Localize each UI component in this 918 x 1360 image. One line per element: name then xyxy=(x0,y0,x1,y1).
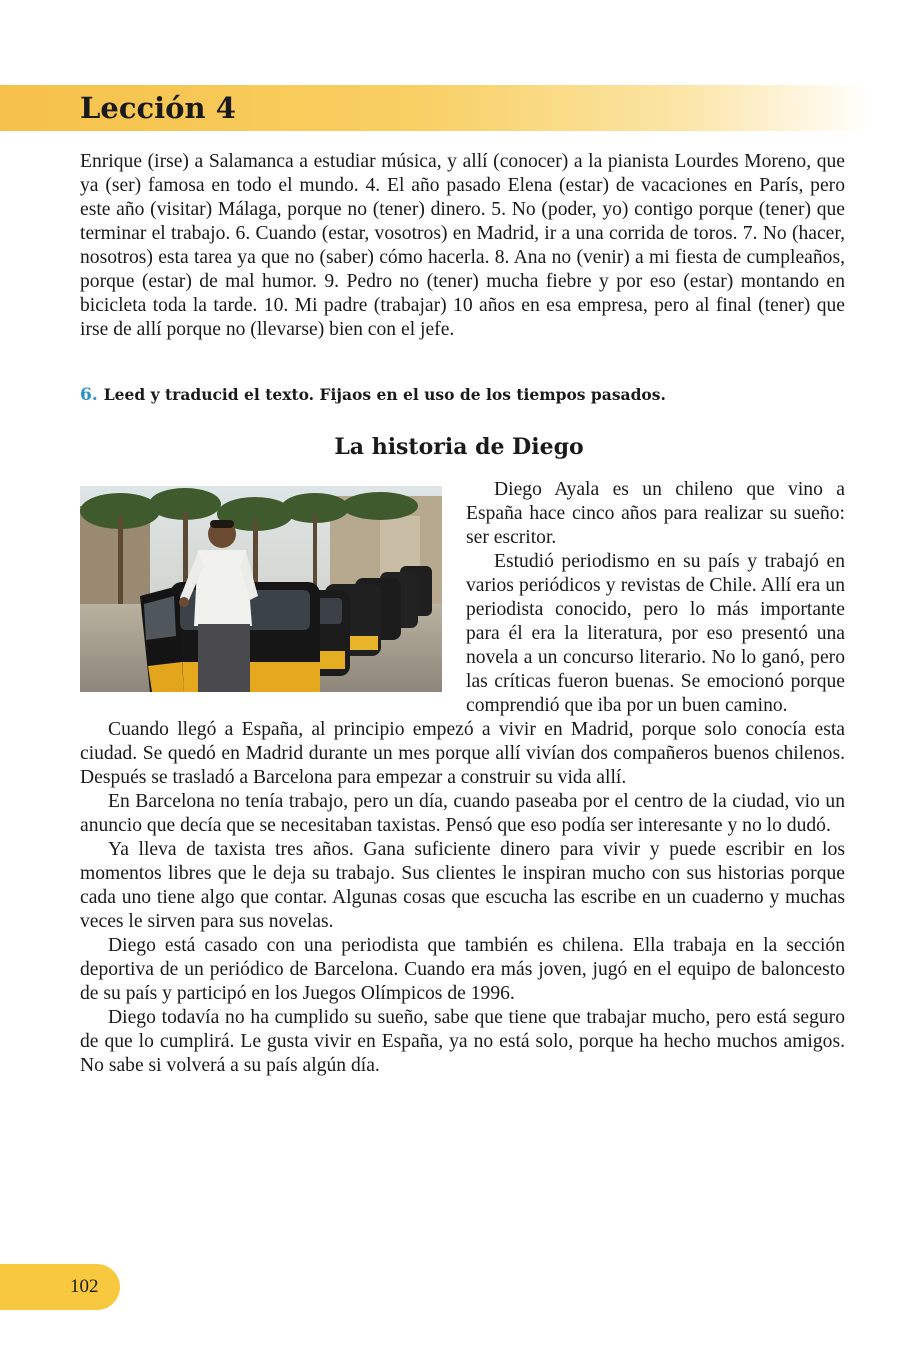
task-number: 6. xyxy=(80,385,98,405)
story-paragraph: Diego todavía no ha cumplido su sueño, sabe que tiene que trabajar mucho, pero está seguro de que lo cumplirá. Le gusta vivir en España, ya no está solo, porque ha hecho muchos amigos. No sabe si volverá a su país algún día. xyxy=(80,1007,845,1076)
task-6 xyxy=(80,384,860,406)
task-instruction: Leed y traducid el texto. Fijaos en el uso de los tiempos pasados. xyxy=(103,385,666,404)
story-body xyxy=(80,478,845,1078)
story-paragraph: Ya lleva de taxista tres años. Gana suficiente dinero para vivir y puede escribir en los momentos libres que le deja su trabajo. Sus clientes le inspiran mucho con sus historias porque cada uno tiene algo que contar. Algunas cosas que escucha las escribe en un cuaderno y muchas veces le sirven para sus novelas. xyxy=(80,839,845,932)
page-number-badge xyxy=(0,1264,120,1310)
page-number: 102 xyxy=(70,1276,99,1297)
story-title: La historia de Diego xyxy=(334,434,584,460)
exercise-continuation-text: Enrique (irse) a Salamanca a estudiar música, y allí (conocer) a la pianista Lourdes Moreno, que ya (ser) famosa en todo el mundo. 4. El año pasado Elena (estar) de vacaciones en París, pero este año (visitar) Málaga, porque no (tener) dinero. 5. No (poder, yo) contigo porque (tener) que terminar el trabajo. 6. Cuando (estar, vosotros) en Madrid, ir a una corrida de toros. 7. No (hacer, nosotros) esta tarea ya que no (saber) cómo hacerla. 8. Ana no (venir) a mi fiesta de cumpleaños, porque (estar) de mal humor. 9. Pedro no (tener) mucha fiebre y por eso (estar) montando en bicicleta toda la tarde. 10. Mi padre (trabajar) 10 años en esa empresa, pero al final (tener) que irse de allí porque no (llevarse) bien con el jefe. xyxy=(80,151,845,340)
story-paragraph: Diego está casado con una periodista que también es chilena. Ella trabaja en la sección deportiva de un periódico de Barcelona. Cuando era más joven, jugó en el equipo de baloncesto de su país y participó en los Juegos Olímpicos de 1996. xyxy=(80,935,845,1004)
story-paragraph: En Barcelona no tenía trabajo, pero un día, cuando paseaba por el centro de la ciudad, vio un anuncio que decía que se necesitaban taxistas. Pensó que eso podía ser interesante y no lo dudó. xyxy=(80,791,845,836)
lesson-title: Lección 4 xyxy=(80,91,236,125)
taxi-driver-photo xyxy=(80,486,442,692)
story-paragraph: Estudió periodismo en su país y trabajó en varios periódicos y revistas de Chile. Allí era un periodista conocido, pero lo más importante para él era la literatura, por eso presentó una novela a un concurso literario. No lo ganó, pero las críticas fueron buenas. Se emocionó porque comprendió que iba por un buen camino. xyxy=(466,551,845,716)
story-paragraph: Diego Ayala es un chileno que vino a España hace cinco años para realizar su sueño: ser escritor. xyxy=(466,479,845,548)
story-paragraph: Cuando llegó a España, al principio empezó a vivir en Madrid, porque solo conocía esta ciudad. Se quedó en Madrid durante un mes porque allí vivían dos compañeros buenos chilenos. Después se trasladó a Barcelona para empezar a construir su vida allí. xyxy=(80,719,845,788)
